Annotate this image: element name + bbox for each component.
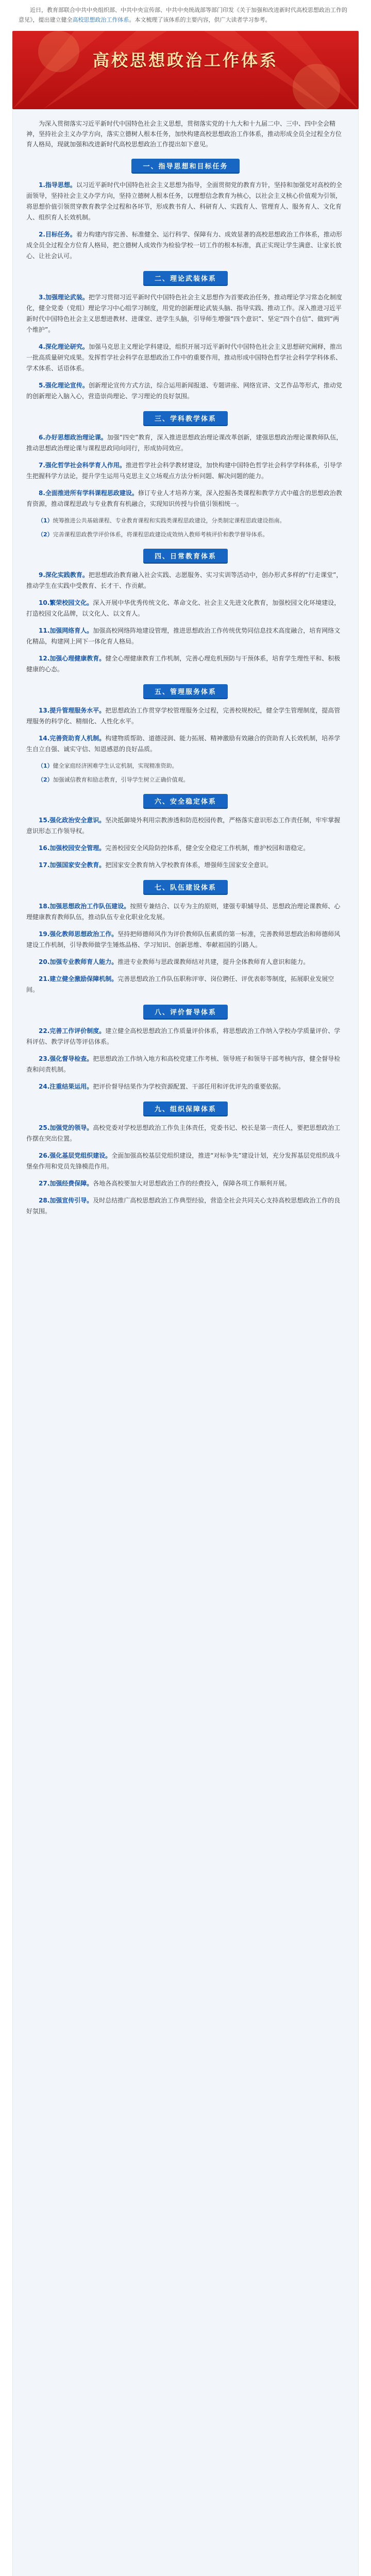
article-item-title: 20.加强专业教师育人能力。 [39,958,118,965]
article-item-title: 11.加强网络育人。 [39,627,93,634]
article-item-body: 健全心理健康教育工作机制，完善心理危机预防与干预体系，培育学生理性平和、积极健康的心态。 [26,655,341,673]
section-heading [26,271,345,285]
article-subitem-body: 加强诚信教育和励志教育，引导学生树立正确价值观。 [53,776,189,783]
section-heading-label: 九、组织保障体系 [143,1101,228,1115]
article-item [26,1150,345,1172]
article-subitem-title: （1） [38,517,53,524]
article-item-body: 及时总结推广高校思想政治工作典型经验，营造全社会共同关心支持高校思想政治工作的良好氛围。 [26,1197,341,1215]
intro-text-2: 。本文梳理了该体系的主要内容，供广大读者学习参考。 [129,16,271,23]
article-subitem [26,775,345,785]
section-heading-label: 二、理论武装体系 [143,271,228,285]
section-heading [26,794,345,808]
article-item-body: 把评价督导结果作为学校资源配置、干部任用和评优评先的重要依据。 [93,1083,285,1090]
article-item [26,843,345,854]
article-item [26,380,345,402]
article-subitem [26,530,345,539]
article-item [26,488,345,510]
article-item-title: 18.加强思想政治工作队伍建设。 [39,903,130,910]
article-item-title: 13.提升管理服务水平。 [39,707,106,714]
article-item [26,653,345,675]
article-item-body: 修订专业人才培养方案，深入挖掘各类课程和教学方式中蕴含的思想政治教育资源，推动课程思政与专业教育有机融合，实现知识传授与价值引领相统一。 [26,489,342,507]
article-item-body: 着力构建内容完善、标准健全、运行科学、保障有力、成效显著的高校思想政治工作体系，推动形成全员全过程全方位育人格局，把立德树人成效作为检验学校一切工作的根本标准，真正实现让学生满意、让家长放心、让社会认可。 [26,231,342,260]
article-subitem-body: 统筹推进公共基础课程、专业教育课程和实践类课程思政建设，分类制定课程思政建设指南。 [53,517,285,524]
article-item [26,957,345,968]
article-item-body: 加强“四史”教育，深入推进思想政治理论课改革创新，建强思想政治理论课教师队伍，推动思想政治理论课与课程思政同向同行，形成协同效应。 [26,434,343,452]
article-item [26,598,345,619]
article-subitem-title: （2） [38,776,53,783]
article-item [26,1123,345,1144]
article-item [26,570,345,591]
article-item-body: 深入开展中华优秀传统文化、革命文化、社会主义先进文化教育，加强校园文化环境建设，打造校园文化品牌，以文化人、以文育人。 [26,599,341,617]
lead-paragraph: 为深入贯彻落实习近平新时代中国特色社会主义思想，贯彻落实党的十九大和十九届二中、三中、四中全会精神，坚持社会主义办学方向，落实立德树人根本任务，加快构建高校思想政治工作体系，推动形成全员全过程全方位育人格局，现就加强和改进新时代高校思想政治工作提出如下意见。 [26,120,342,148]
article-item-body: 推进哲学社会科学教材建设，加快构建中国特色哲学社会科学学科体系，引导学生把握科学方法论，提升学生运用马克思主义立场观点方法分析问题、解决问题的能力。 [26,462,342,480]
article-item [26,1026,345,1047]
intro-text-1: 近日，教育部联合中共中央组织部、中共中央宣传部、中共中央统战部等部门印发《关于加强和改进新时代高校思想政治工作的意见》，提出建立健全 [19,7,347,23]
banner-decoration [12,31,359,109]
sections-container [26,159,345,1217]
article-item-title: 16.加强校园安全管理。 [39,844,106,852]
article-item-title: 28.加强宣传引导。 [39,1197,93,1204]
article-item-body: 完善思想政治工作队伍职称评审、岗位聘任、评优表彰等制度，拓展职业发展空间。 [26,975,334,993]
article-item [26,1178,345,1189]
article-item-title: 23.强化督导检查。 [39,1055,93,1062]
article-item-body: 创新理论宣传方式方法，综合运用新闻报道、专题讲座、网络宣讲、文艺作品等形式，推动党的创新理论入脑入心，营造崇尚理论、学习理论的良好氛围。 [26,382,342,400]
article-item-title: 2.目标任务。 [39,231,76,238]
article-item-body: 完善校园安全风险防控体系，健全安全稳定工作机制，维护校园和谐稳定。 [105,844,310,852]
article-item-title: 26.强化基层党组织建设。 [39,1152,112,1159]
article-item [26,860,345,871]
article-item-body: 把学习贯彻习近平新时代中国特色社会主义思想作为首要政治任务，推动理论学习常态化制度化，健全党委（党组）理论学习中心组学习制度，用党的创新理论武装头脑、指导实践、推动工作。深入推进习近平新时代中国特色社会主义思想进教材、进课堂、进学生头脑，引导师生增强“四个意识”、坚定“四个自信”、做到“两个维护”。 [26,294,342,333]
article-item-body: 把思想政治教育融入社会实践、志愿服务、实习实训等活动中，创办形式多样的“行走课堂”，推动学生在实践中受教育、长才干、作贡献。 [26,571,343,589]
article-item-body: 把思想政治工作贯穿学校管理服务全过程，完善校规校纪，健全学生管理制度，提高管理服务的科学化、精细化、人性化水平。 [26,707,341,725]
article-item [26,180,345,223]
article-item [26,1054,345,1075]
article-item-title: 1.指导思想。 [39,181,76,189]
article-item-title: 24.注重结果运用。 [39,1083,93,1090]
section-heading [26,1101,345,1115]
article-subitem-body: 完善课程思政教学评价体系，将课程思政建设成效纳入教师考核评价和教学督导体系。 [53,531,268,538]
article-item [26,815,345,837]
article-item-title: 9.深化实践教育。 [39,571,89,579]
content-panel [12,109,359,2576]
article-item [26,901,345,923]
article-item-body: 加强高校网络阵地建设管理，推进思想政治工作传统优势同信息技术高度融合，培育网络文化精品，构建网上网下一体化育人格局。 [26,627,341,645]
article-item-title: 12.加强心理健康教育。 [39,655,106,662]
article-item-body: 建立健全高校思想政治工作质量评价体系，将思想政治工作纳入学校办学质量评价、学科评估、教学评估等评估体系。 [26,1027,341,1045]
section-heading-label: 七、队伍建设体系 [143,880,228,894]
article-item-body: 各地各高校要加大对思想政治工作的经费投入，保障各项工作顺利开展。 [93,1180,291,1187]
article-item-title: 5.强化理论宣传。 [39,382,89,389]
article-subitem [26,761,345,771]
title-banner [12,31,359,109]
article-item-body: 高校党委对学校思想政治工作负主体责任，党委书记、校长是第一责任人，要把思想政治工作摆在突出位置。 [26,1124,341,1142]
article-item-title: 4.深化理论研究。 [39,343,89,350]
section-heading-label: 一、指导思想和目标任务 [131,159,239,173]
article-item-title: 8.全面推进所有学科课程思政建设。 [39,489,138,497]
section-heading-label: 三、学科教学体系 [143,411,228,425]
section-heading-label: 六、安全稳定体系 [143,794,228,808]
section-heading-label: 五、管理服务体系 [143,684,228,698]
article-item [26,974,345,995]
article-item-title: 25.加强党的领导。 [39,1124,93,1131]
article-item [26,460,345,482]
article-item-title: 3.加强理论武装。 [39,294,89,301]
article-item-title: 7.强化哲学社会科学育人作用。 [39,462,126,469]
section-heading [26,1005,345,1019]
intro-paragraph [0,0,371,25]
article-item-body: 以习近平新时代中国特色社会主义思想为指导，全面贯彻党的教育方针，坚持和加强党对高校的全面领导，坚持社会主义办学方向，坚持立德树人根本任务，以理想信念教育为核心，以社会主义核心价值观为引领，将思想价值引领贯穿教育教学全过程和各环节，形成教书育人、科研育人、实践育人、管理育人、服务育人、文化育人、组织育人长效机制。 [26,181,342,221]
article-item-title: 21.建立健全激励保障机制。 [39,975,118,982]
article-item [26,342,345,374]
article-item [26,229,345,262]
section-heading [26,411,345,425]
article-item-title: 22.完善工作评价制度。 [39,1027,106,1035]
banner-title: 高校思想政治工作体系 [92,50,278,70]
article-item-title: 6.办好思想政治理论课。 [39,434,107,441]
section-heading [26,159,345,173]
section-heading-label: 四、日常教育体系 [143,549,228,563]
section-heading [26,684,345,698]
article-item-title: 19.强化教师思想政治工作。 [39,930,118,938]
article-item-body: 坚持把师德师风作为评价教师队伍素质的第一标准，完善教师思想政治和师德师风建设工作机制，引导教师做学生锤炼品格、学习知识、创新思维、奉献祖国的引路人。 [26,930,341,948]
article-item [26,292,345,335]
article-subitem-title: （1） [38,762,53,769]
article-item-body: 构建物质帮助、道德浸润、能力拓展、精神激励有效融合的资助育人长效机制，培养学生自立自强、诚实守信、知恩感恩的良好品质。 [26,735,341,753]
article-item [26,1081,345,1092]
intro-highlight-link[interactable]: 高校思想政治工作体系 [72,16,129,23]
article-item-title: 27.加强经费保障。 [39,1180,93,1187]
article-subitem [26,516,345,526]
article-item-title: 15.强化政治安全意识。 [39,817,106,824]
section-heading-label: 八、评价督导体系 [143,1005,228,1019]
article-item-title: 14.完善资助育人机制。 [39,735,106,742]
section-heading [26,880,345,894]
article-item [26,625,345,647]
article-item-body: 加强马克思主义理论学科建设，组织开展习近平新时代中国特色社会主义思想研究阐释，推出一批高质量研究成果。发挥哲学社会科学在思想政治工作中的重要作用，推动形成中国特色哲学社会科学学科体系、学术体系、话语体系。 [26,343,342,372]
article-item-title: 10.繁荣校园文化。 [39,599,93,606]
article-item-body: 把国家安全教育纳入学校教育体系，增强师生国家安全意识。 [105,861,273,869]
article-item-title: 17.加强国家安全教育。 [39,861,106,869]
article-item-body: 推进专业教师与思政课教师结对共建，提升全体教师育人意识和能力。 [117,958,310,965]
section-heading [26,549,345,563]
article-item [26,733,345,755]
article-item [26,1195,345,1217]
article-item [26,705,345,727]
article-item [26,929,345,951]
article-subitem-body: 健全家庭经济困难学生认定机制，实现精准资助。 [53,762,178,769]
article-item-body: 把思想政治工作纳入地方和高校党建工作考核、领导班子和领导干部考核内容，健全督导检查和问责机制。 [26,1055,341,1073]
article-item-body: 按照专兼结合、以专为主的原则，建强专职辅导员、思想政治理论课教师、心理健康教育教师队伍，推动队伍专业化职业化发展。 [26,903,341,921]
article-item-body: 坚决抵御境外利用宗教渗透和防范校园传教，严格落实意识形态工作责任制，牢牢掌握意识形态工作领导权。 [26,817,341,835]
article-item [26,432,345,454]
article-subitem-title: （2） [38,531,53,538]
article-item-body: 全面加强高校基层党组织建设，推进“对标争先”建设计划，充分发挥基层党组织战斗堡垒作用和党员先锋模范作用。 [26,1152,341,1170]
